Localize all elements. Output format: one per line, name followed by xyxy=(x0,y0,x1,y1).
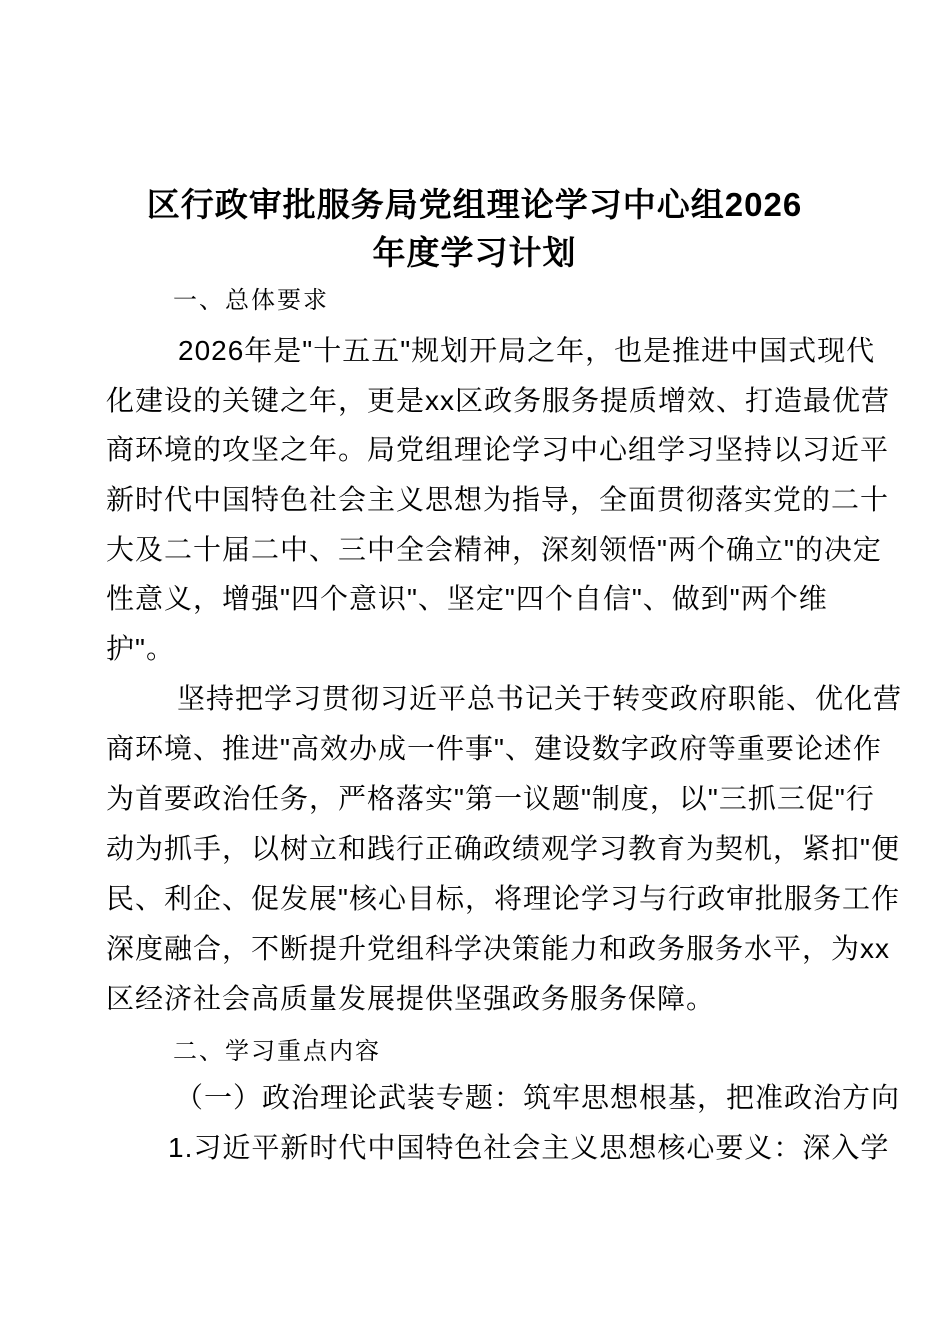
section-heading-overall-requirements: 一、总体要求 xyxy=(173,287,329,314)
title-line-2: 年度学习计划 xyxy=(372,234,577,271)
paragraph-2-line-7: 区经济社会高质量发展提供坚强政务服务保障。 xyxy=(106,983,716,1014)
paragraph-1-line-7: 护"。 xyxy=(106,633,175,664)
paragraph-2-line-3: 为首要政治任务，严格落实"第一议题"制度，以"三抓三促"行 xyxy=(106,783,875,814)
paragraph-2-line-1: 坚持把学习贯彻习近平总书记关于转变政府职能、优化营 xyxy=(177,683,903,714)
paragraph-2-line-5: 民、利企、促发展"核心目标，将理论学习与行政审批服务工作 xyxy=(106,883,900,914)
paragraph-1-line-6: 性意义，增强"四个意识"、坚定"四个自信"、做到"两个维 xyxy=(106,583,828,614)
list-item-1-xi-thought-core: 1.习近平新时代中国特色社会主义思想核心要义：深入学 xyxy=(168,1132,890,1163)
document-title xyxy=(106,181,843,277)
paragraph-1-line-4: 新时代中国特色社会主义思想为指导，全面贯彻落实党的二十 xyxy=(106,484,890,515)
paragraph-2-line-2: 商环境、推进"高效办成一件事"、建设数字政府等重要论述作 xyxy=(106,733,882,764)
title-line-1: 区行政审批服务局党组理论学习中心组2026 xyxy=(146,186,803,223)
paragraph-1-line-3: 商环境的攻坚之年。局党组理论学习中心组学习坚持以习近平 xyxy=(106,434,890,465)
subsection-heading-political-theory: （一）政治理论武装专题：筑牢思想根基，把准政治方向 xyxy=(175,1082,901,1113)
paragraph-1-line-5: 大及二十届二中、三中全会精神，深刻领悟"两个确立"的决定 xyxy=(106,534,882,565)
paragraph-2-line-4: 动为抓手，以树立和践行正确政绩观学习教育为契机，紧扣"便 xyxy=(106,833,900,864)
paragraph-2-line-6: 深度融合，不断提升党组科学决策能力和政务服务水平，为xx xyxy=(106,933,891,964)
section-heading-key-learning-content: 二、学习重点内容 xyxy=(173,1038,381,1065)
paragraph-1-line-1: 2026年是"十五五"规划开局之年，也是推进中国式现代 xyxy=(178,335,876,366)
paragraph-1-line-2: 化建设的关键之年，更是xx区政务服务提质增效、打造最优营 xyxy=(106,385,891,416)
